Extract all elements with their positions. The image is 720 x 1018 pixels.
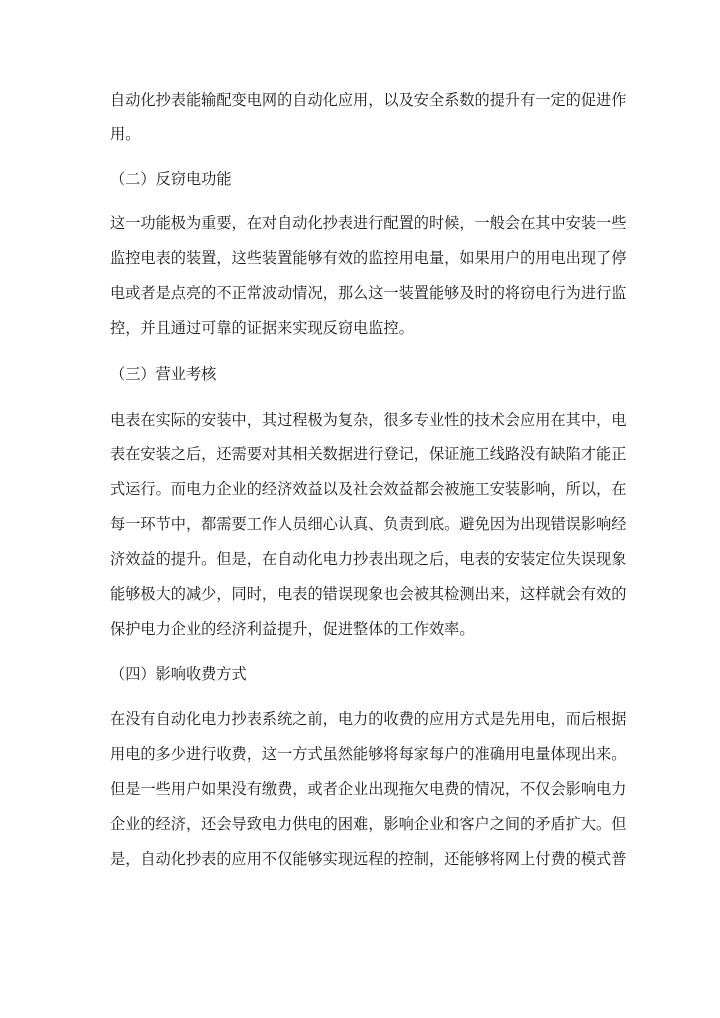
- section-2-heading: （二）反窃电功能: [110, 170, 232, 188]
- section-4-line-5: 是，自动化抄表的应用不仅能够实现远程的控制，还能够将网上付费的模式普: [110, 850, 627, 868]
- section-3-heading: （三）营业考核: [110, 365, 217, 383]
- intro-line-1: 自动化抄表能输配变电网的自动化应用，以及安全系数的提升有一定的促进作: [110, 91, 627, 109]
- section-2-line-2: 监控电表的装置，这些装置能够有效的监控用电量，如果用户的用电出现了停: [110, 249, 627, 267]
- intro-line-2: 用。: [110, 125, 141, 143]
- section-4-line-2: 用电的多少进行收费，这一方式虽然能够将每家每户的准确用电量体现出来。: [110, 745, 627, 763]
- section-3-line-1: 电表在实际的安装中，其过程极为复杂，很多专业性的技术会应用在其中，电: [110, 411, 627, 429]
- section-2-line-4: 控，并且通过可靠的证据来实现反窃电监控。: [110, 319, 414, 337]
- section-2-line-1: 这一功能极为重要，在对自动化抄表进行配置的时候，一般会在其中安装一些: [110, 214, 627, 232]
- section-3-line-2: 表在安装之后，还需要对其相关数据进行登记，保证施工线路没有缺陷才能正: [110, 445, 627, 463]
- section-2-line-3: 电或者是点亮的不正常波动情况，那么这一装置能够及时的将窃电行为进行监: [110, 284, 627, 302]
- section-3-line-5: 济效益的提升。但是，在自动化电力抄表出现之后，电表的安装定位失误现象: [110, 550, 627, 568]
- section-3-line-6: 能够极大的减少，同时，电表的错误现象也会被其检测出来，这样就会有效的: [110, 585, 627, 603]
- section-3-line-3: 式运行。而电力企业的经济效益以及社会效益都会被施工安装影响，所以，在: [110, 480, 627, 498]
- section-3-line-4: 每一环节中，都需要工作人员细心认真、负责到底。避免因为出现错误影响经: [110, 515, 627, 533]
- section-4-line-1: 在没有自动化电力抄表系统之前，电力的收费的应用方式是先用电，而后根据: [110, 710, 627, 728]
- section-4-line-4: 企业的经济，还会导致电力供电的困难，影响企业和客户之间的矛盾扩大。但: [110, 815, 627, 833]
- section-3-line-7: 保护电力企业的经济利益提升，促进整体的工作效率。: [110, 620, 475, 638]
- section-4-heading: （四）影响收费方式: [110, 665, 247, 683]
- section-4-line-3: 但是一些用户如果没有缴费，或者企业出现拖欠电费的情况，不仅会影响电力: [110, 780, 627, 798]
